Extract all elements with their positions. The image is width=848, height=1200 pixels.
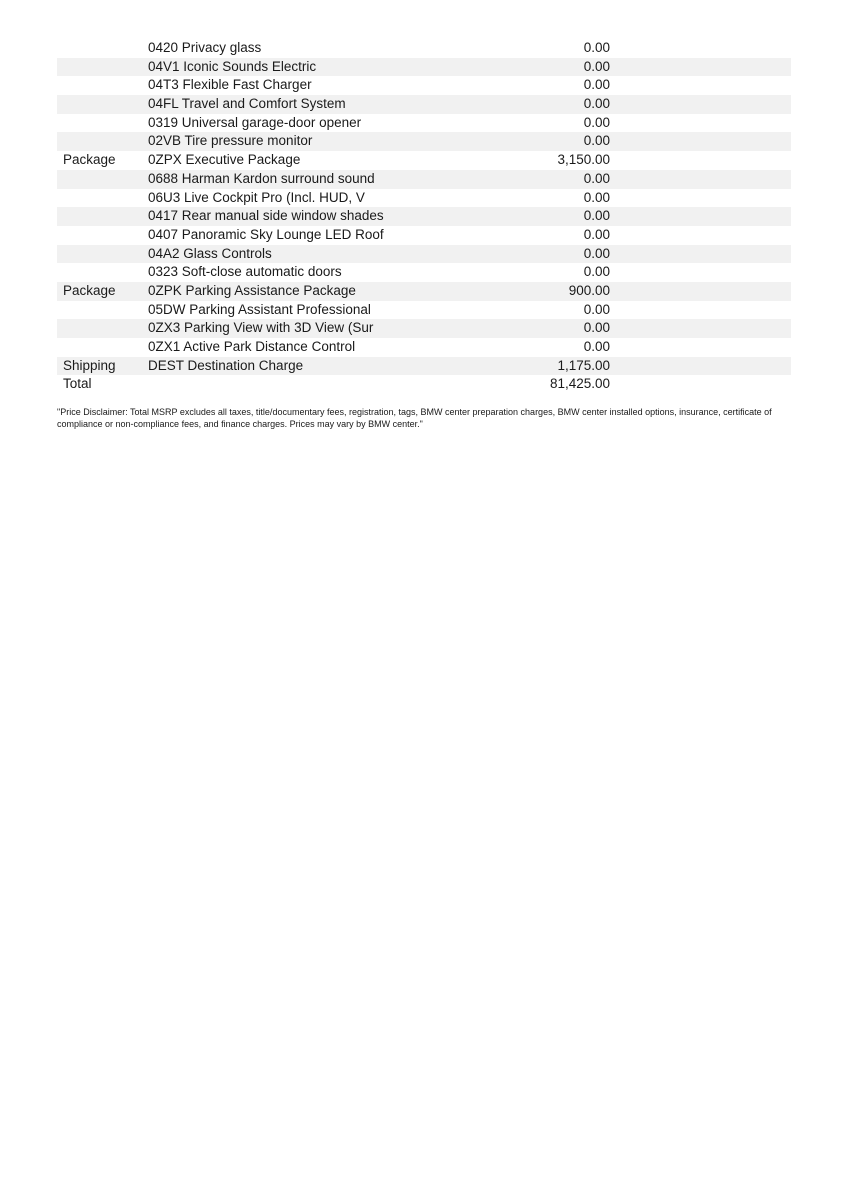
cell-price: 0.00 bbox=[583, 114, 610, 130]
cell-item: DEST Destination Charge bbox=[148, 357, 304, 373]
cell-item: 04FL Travel and Comfort System bbox=[148, 96, 346, 112]
table-row bbox=[57, 39, 791, 58]
cell-item: 0420 Privacy glass bbox=[148, 40, 262, 55]
cell-price: 0.00 bbox=[583, 245, 610, 261]
options-table bbox=[57, 39, 791, 394]
cell-item: 0ZPX Executive Package bbox=[148, 152, 301, 168]
table-row bbox=[57, 263, 791, 282]
cell-item: 04A2 Glass Controls bbox=[148, 245, 272, 261]
cell-price: 0.00 bbox=[583, 226, 610, 242]
cell-item: 0ZX3 Parking View with 3D View (Sur bbox=[148, 320, 374, 336]
cell-item: 05DW Parking Assistant Professional bbox=[148, 301, 371, 317]
cell-price: 81,425.00 bbox=[549, 376, 610, 392]
cell-item: 06U3 Live Cockpit Pro (Incl. HUD, V bbox=[148, 189, 365, 205]
cell-price: 1,175.00 bbox=[557, 357, 610, 373]
cell-item: 04T3 Flexible Fast Charger bbox=[148, 77, 312, 93]
cell-price: 0.00 bbox=[583, 208, 610, 224]
cell-item: 02VB Tire pressure monitor bbox=[148, 133, 313, 149]
table-row bbox=[57, 189, 791, 208]
table-row bbox=[57, 301, 791, 320]
table-row bbox=[57, 132, 791, 151]
table-row bbox=[57, 207, 791, 226]
table-row bbox=[57, 338, 791, 357]
cell-price: 0.00 bbox=[583, 96, 610, 112]
table-row bbox=[57, 151, 791, 170]
cell-category: Shipping bbox=[63, 357, 116, 373]
cell-item: 0688 Harman Kardon surround sound bbox=[148, 170, 375, 186]
cell-price: 900.00 bbox=[568, 282, 610, 298]
cell-item: 0ZX1 Active Park Distance Control bbox=[148, 339, 356, 354]
cell-category: Package bbox=[63, 152, 116, 168]
table-row bbox=[57, 357, 791, 376]
cell-item: 04V1 Iconic Sounds Electric bbox=[148, 58, 317, 74]
cell-category: Package bbox=[63, 282, 116, 298]
cell-price: 0.00 bbox=[583, 170, 610, 186]
table-row bbox=[57, 76, 791, 95]
cell-price: 3,150.00 bbox=[557, 152, 610, 168]
cell-item: 0407 Panoramic Sky Lounge LED Roof bbox=[148, 226, 384, 242]
table-row bbox=[57, 375, 791, 394]
cell-item: 0ZPK Parking Assistance Package bbox=[148, 282, 356, 298]
cell-category: Total bbox=[63, 376, 92, 392]
cell-item: 0417 Rear manual side window shades bbox=[148, 208, 384, 224]
cell-price: 0.00 bbox=[583, 189, 610, 205]
table-row bbox=[57, 170, 791, 189]
cell-price: 0.00 bbox=[583, 320, 610, 336]
price-disclaimer: "Price Disclaimer: Total MSRP excludes all taxes, title/documentary fees, registration, tags, BMW center preparation charges, BMW center installed options, insurance, certificate of compliance or non-compliance fees, and finance charges. Prices may vary by BMW center." bbox=[57, 407, 772, 429]
cell-price: 0.00 bbox=[583, 339, 610, 354]
table-row bbox=[57, 114, 791, 133]
table-row bbox=[57, 95, 791, 114]
cell-item: 0319 Universal garage-door opener bbox=[148, 114, 362, 130]
table-row bbox=[57, 226, 791, 245]
cell-price: 0.00 bbox=[583, 301, 610, 317]
table-row bbox=[57, 245, 791, 264]
cell-price: 0.00 bbox=[583, 58, 610, 74]
cell-price: 0.00 bbox=[583, 40, 610, 55]
cell-price: 0.00 bbox=[583, 264, 610, 280]
table-row bbox=[57, 58, 791, 77]
table-row bbox=[57, 319, 791, 338]
cell-price: 0.00 bbox=[583, 77, 610, 93]
table-row bbox=[57, 282, 791, 301]
cell-item: 0323 Soft-close automatic doors bbox=[148, 264, 342, 280]
cell-price: 0.00 bbox=[583, 133, 610, 149]
